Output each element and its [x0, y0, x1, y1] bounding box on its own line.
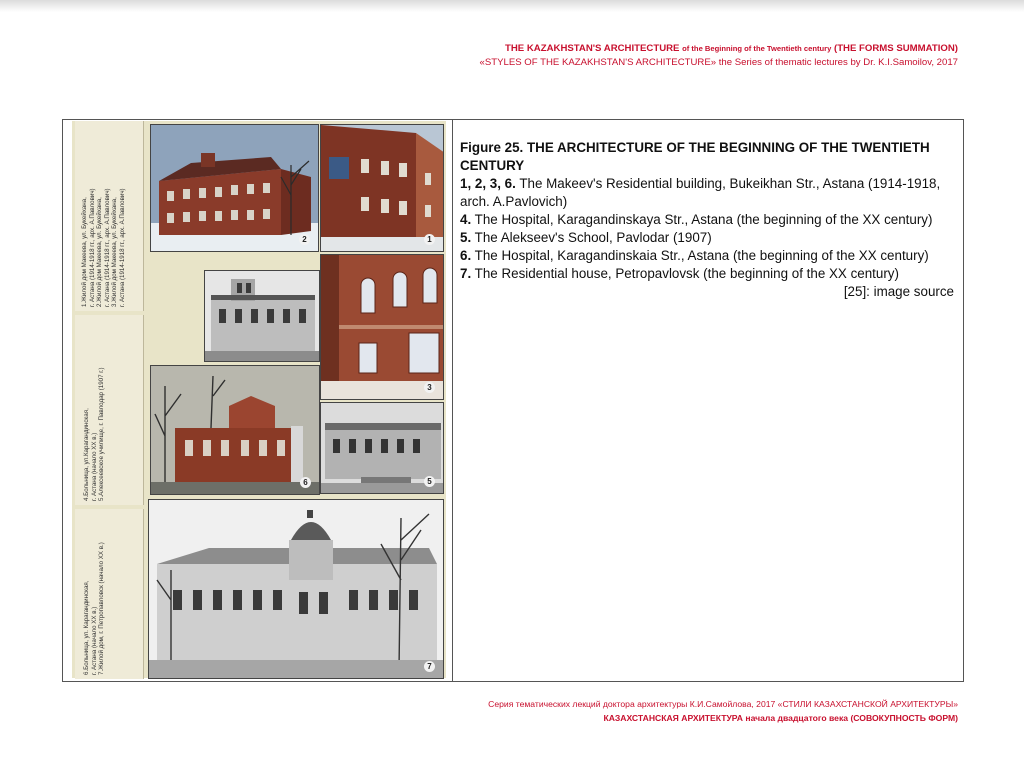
footer-title-suffix: (СОВОКУПНОСТЬ ФОРМ) — [850, 713, 958, 723]
photo-7-residential-house — [148, 499, 444, 679]
footer-subtitle: начала двадцатого века — [745, 713, 849, 723]
header-subtitle: of the Beginning of the Twentieth century — [682, 44, 832, 53]
photo-1-makeev-building — [320, 124, 444, 252]
figure-divider — [452, 119, 453, 682]
caption-item-6: 6. The Hospital, Karagandinskaia Str., Astana (the beginning of the XX century) — [460, 248, 929, 263]
photo-caption-bottom: 6.Больница, ул. Карагандинская, г. Астана (начало XX в.) 7.Жилой дом, г. Петропавловск (начало XX в.) — [83, 542, 106, 675]
photo-caption-strip-bottom — [75, 509, 144, 679]
photo-number-5: 5 — [424, 476, 435, 487]
photo-4-hospital — [204, 270, 320, 362]
photo-caption-strip-middle — [75, 315, 144, 505]
photo-caption-top: 1.Жилой дом Макеева, ул. Букейхана, г. Астана (1914-1918 гг., арх. А.Павлович) 2.Жилой дом Макеева, ул. Букейхана, г. Астана (1914-1918 гг., арх. А.Павлович) 3.Жилой дом Макеева, ул. Букейхана, г. Астана (1914-1918 гг., арх. А.Павлович) — [81, 188, 126, 307]
photo-2-makeev-building — [150, 124, 319, 252]
photo-number-6: 6 — [300, 477, 311, 488]
figure-caption — [460, 139, 960, 301]
slide-footer — [488, 697, 958, 725]
footer-line-2 — [488, 711, 958, 725]
image-source-note: [25]: image source — [843, 284, 954, 299]
header-title-suffix: (THE FORMS SUMMATION) — [834, 43, 958, 54]
caption-item-7: 7. The Residential house, Petropavlovsk (the beginning of the XX century) — [460, 266, 899, 281]
footer-line-1: Серия тематических лекций доктора архитектуры К.И.Самойлова, 2017 «СТИЛИ КАЗАХСТАНСКОЙ АРХИТЕКТУРЫ» — [488, 699, 958, 709]
photo-3-makeev-facade — [320, 254, 444, 400]
caption-item-1: 1, 2, 3, 6. The Makeev's Residential building, Bukeikhan Str., Astana (1914-1918, arch. A.Pavlovich) — [460, 176, 941, 209]
slide-header — [480, 42, 958, 70]
photo-caption-middle: 4.Больница, ул.Карагандинская, г. Астана (начало XX в.) 5.Алексеевское училище, г. Павлодар (1907 г.) — [83, 367, 106, 501]
photo-number-1: 1 — [424, 234, 435, 245]
header-line-2: «STYLES OF THE KAZAKHSTAN'S ARCHITECTURE» the Series of thematic lectures by Dr. K.I.Samoilov, 2017 — [479, 57, 958, 68]
footer-title: КАЗАХСТАНСКАЯ АРХИТЕКТУРА — [603, 713, 743, 723]
header-title: THE KAZAKHSTAN'S ARCHITECTURE — [505, 43, 680, 54]
photo-number-3: 3 — [424, 382, 435, 393]
caption-item-4: 4. The Hospital, Karagandinskaya Str., Astana (the beginning of the XX century) — [460, 212, 933, 227]
photo-number-7: 7 — [424, 661, 435, 672]
photo-number-2: 2 — [299, 234, 310, 245]
header-line-1 — [480, 42, 958, 56]
caption-item-5: 5. The Alekseev's School, Pavlodar (1907) — [460, 230, 712, 245]
photo-6-hospital — [150, 365, 320, 495]
top-shadow — [0, 0, 1024, 12]
photo-5-alekseev-school — [320, 402, 444, 494]
figure-title: Figure 25. THE ARCHITECTURE OF THE BEGINNING OF THE TWENTIETH CENTURY — [460, 140, 930, 173]
photo-caption-strip-top — [75, 121, 144, 311]
